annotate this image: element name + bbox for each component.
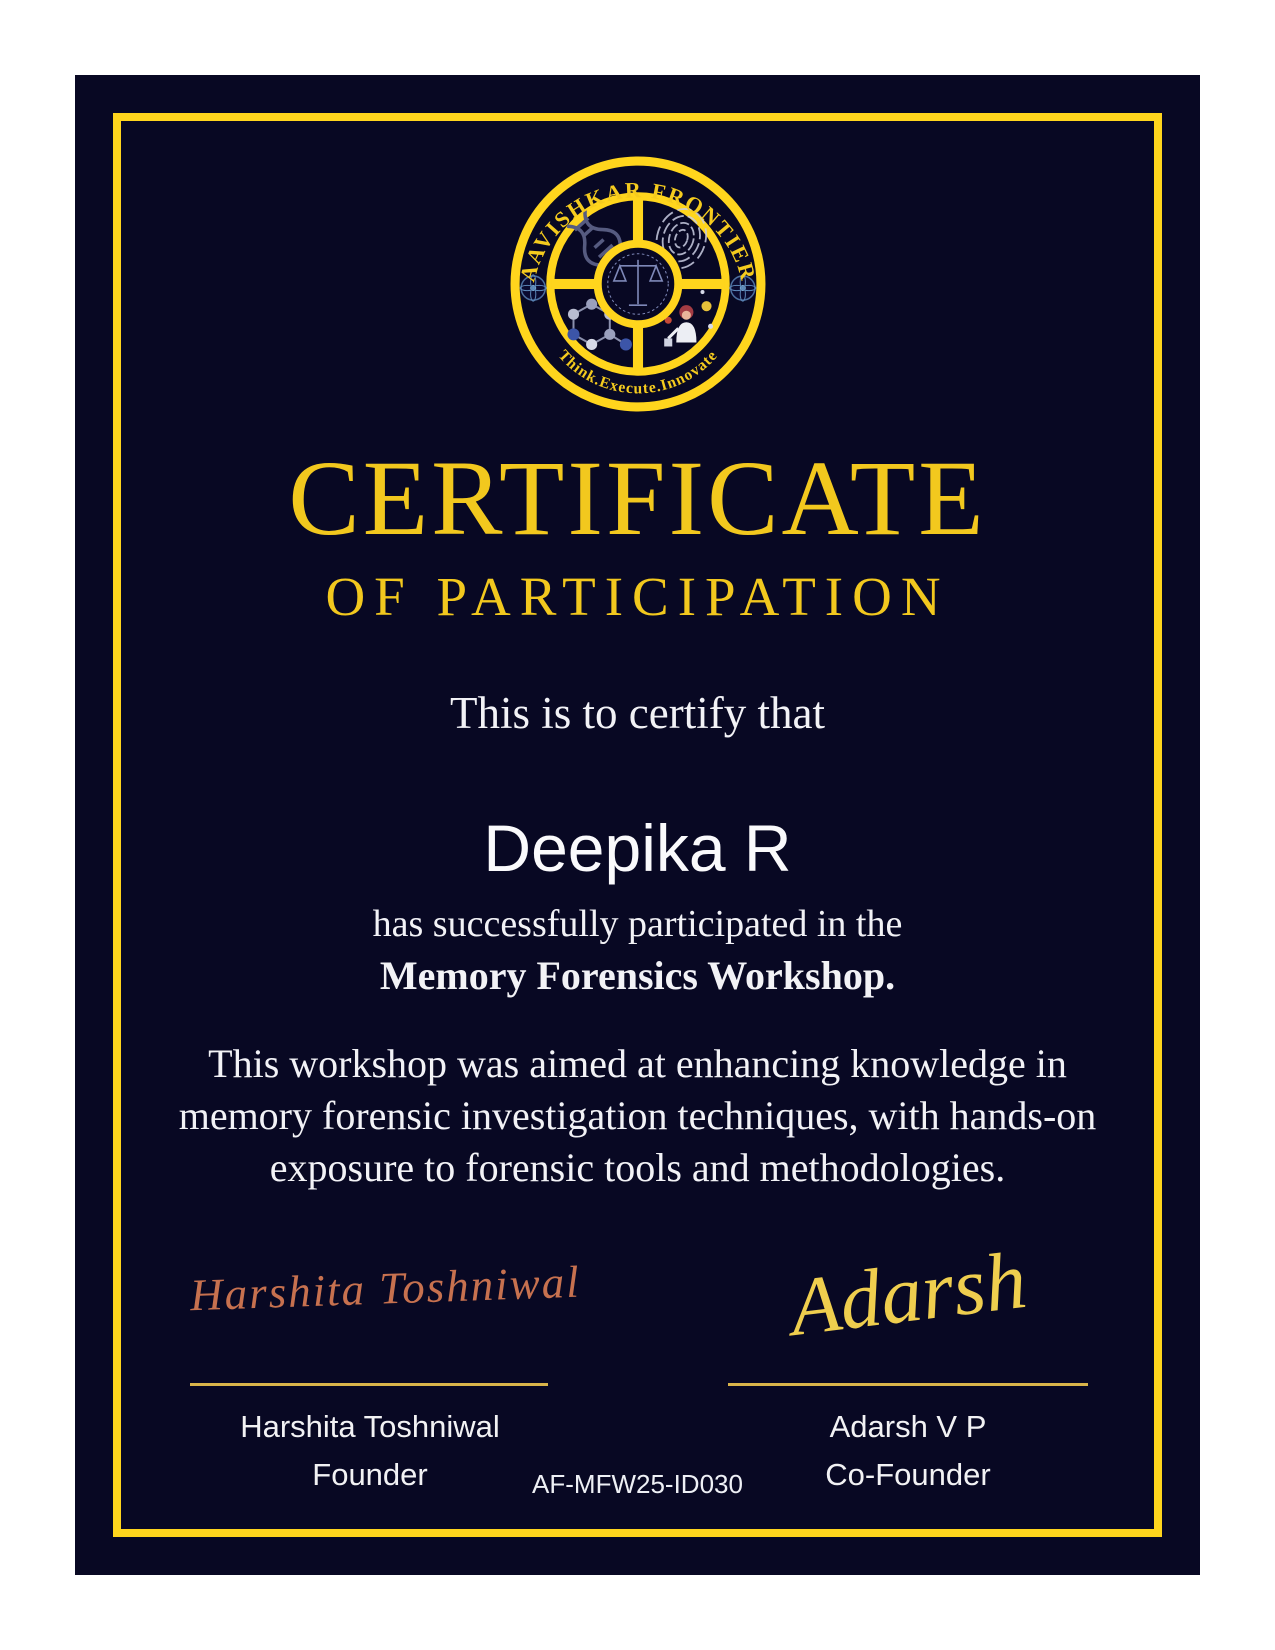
description-line: exposure to forensic tools and methodologies. [269, 1145, 1006, 1190]
workshop-name: Memory Forensics Workshop. [379, 953, 896, 998]
description-line: memory forensic investigation techniques, with hands-on [178, 1093, 1097, 1138]
logo-motto: Think.Execute.Innovate [554, 346, 721, 398]
certificate-title: CERTIFICATE [288, 440, 987, 558]
cofounder-role: Co-Founder [825, 1457, 991, 1492]
workshop-description [75, 1038, 1200, 1194]
cofounder-name: Adarsh V P [829, 1409, 987, 1444]
description-line: This workshop was aimed at enhancing knowledge in [208, 1041, 1067, 1086]
founder-signature: Harshita Toshniwal [189, 1256, 582, 1321]
signature-line [190, 1383, 548, 1386]
logo-badge-icon [507, 153, 769, 415]
participation-line: has successfully participated in the [372, 903, 903, 945]
organization-logo [507, 153, 769, 415]
certificate-id: AF-MFW25-ID030 [532, 1469, 743, 1499]
signature-line [728, 1383, 1088, 1386]
certificate-subtitle: OF PARTICIPATION [325, 566, 950, 627]
logo-org-name: AAVISHKAR FRONTIER [514, 177, 761, 285]
certify-line: This is to certify that [450, 688, 825, 738]
founder-name: Harshita Toshniwal [240, 1409, 500, 1444]
cofounder-signature: Adarsh [784, 1233, 1032, 1354]
recipient-name: Deepika R [483, 811, 792, 885]
certificate-card [75, 75, 1200, 1575]
founder-role: Founder [312, 1457, 428, 1492]
